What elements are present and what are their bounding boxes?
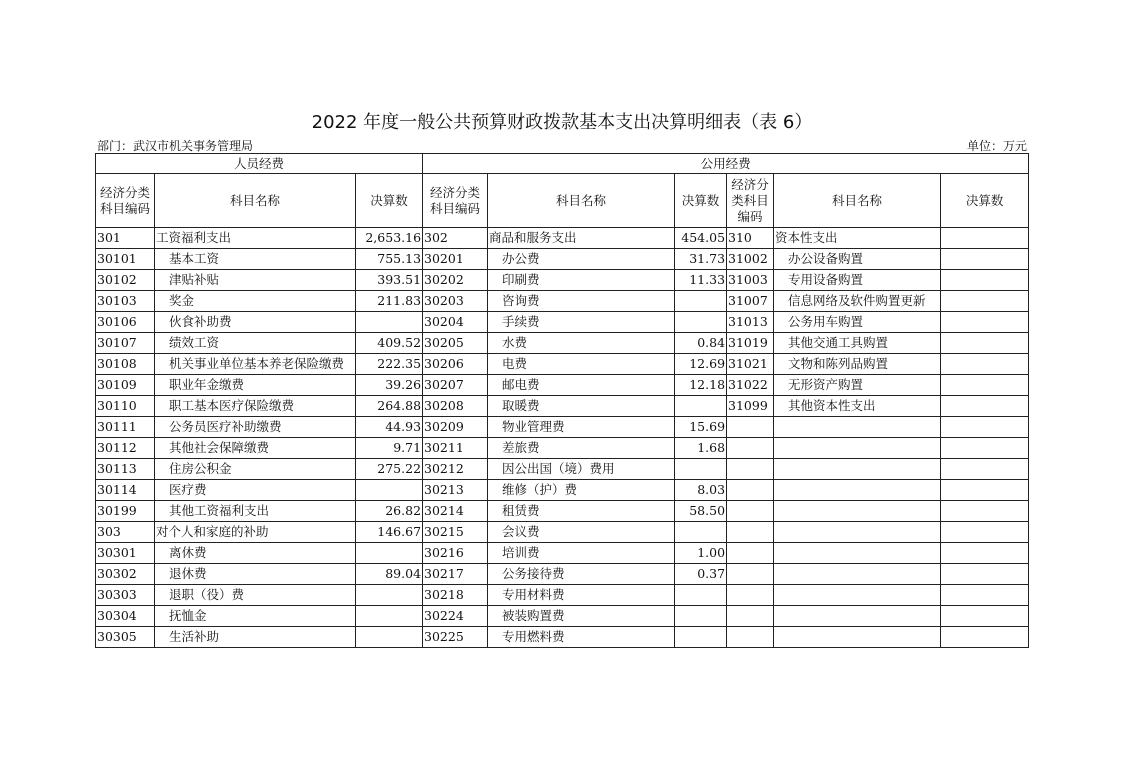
subject-name-cell — [774, 417, 941, 438]
subject-name-cell: 退休费 — [155, 564, 356, 585]
amount-cell: 146.67 — [356, 522, 423, 543]
amount-cell: 12.18 — [675, 375, 727, 396]
table-row — [96, 312, 1029, 333]
amount-cell: 89.04 — [356, 564, 423, 585]
table-row — [96, 354, 1029, 375]
econ-code-cell: 30111 — [96, 417, 155, 438]
econ-code-cell: 30206 — [423, 354, 488, 375]
table-row — [96, 501, 1029, 522]
econ-code-cell — [727, 564, 774, 585]
subject-name-cell: 其他工资福利支出 — [155, 501, 356, 522]
econ-code-cell: 30113 — [96, 459, 155, 480]
subject-name-cell — [774, 543, 941, 564]
subject-name-cell: 工资福利支出 — [155, 228, 356, 249]
amount-cell — [941, 417, 1029, 438]
amount-cell: 12.69 — [675, 354, 727, 375]
table-row — [96, 522, 1029, 543]
econ-code-cell — [727, 522, 774, 543]
subject-name-cell: 职业年金缴费 — [155, 375, 356, 396]
col-header-name: 科目名称 — [155, 174, 356, 228]
subject-name-cell: 对个人和家庭的补助 — [155, 522, 356, 543]
subject-name-cell: 租赁费 — [488, 501, 675, 522]
amount-cell — [356, 585, 423, 606]
econ-code-cell: 30102 — [96, 270, 155, 291]
econ-code-cell: 30202 — [423, 270, 488, 291]
econ-code-cell: 30218 — [423, 585, 488, 606]
econ-code-cell: 310 — [727, 228, 774, 249]
econ-code-cell: 30112 — [96, 438, 155, 459]
table-row — [96, 249, 1029, 270]
subject-name-cell: 其他资本性支出 — [774, 396, 941, 417]
amount-cell: 393.51 — [356, 270, 423, 291]
subject-name-cell: 物业管理费 — [488, 417, 675, 438]
amount-cell — [941, 249, 1029, 270]
amount-cell — [675, 606, 727, 627]
econ-code-cell: 31022 — [727, 375, 774, 396]
econ-code-cell — [727, 501, 774, 522]
table-row — [96, 270, 1029, 291]
amount-cell — [941, 270, 1029, 291]
subject-name-cell: 电费 — [488, 354, 675, 375]
amount-cell: 26.82 — [356, 501, 423, 522]
amount-cell — [941, 333, 1029, 354]
table-row — [96, 417, 1029, 438]
amount-cell: 222.35 — [356, 354, 423, 375]
amount-cell: 409.52 — [356, 333, 423, 354]
table-row — [96, 459, 1029, 480]
econ-code-cell: 31003 — [727, 270, 774, 291]
subject-name-cell: 印刷费 — [488, 270, 675, 291]
subject-name-cell: 离休费 — [155, 543, 356, 564]
public-header: 公用经费 — [423, 154, 1029, 174]
subject-name-cell: 住房公积金 — [155, 459, 356, 480]
subject-name-cell — [774, 522, 941, 543]
amount-cell — [941, 564, 1029, 585]
subject-name-cell: 培训费 — [488, 543, 675, 564]
econ-code-cell: 30209 — [423, 417, 488, 438]
subject-name-cell: 绩效工资 — [155, 333, 356, 354]
econ-code-cell: 30199 — [96, 501, 155, 522]
amount-cell — [941, 606, 1029, 627]
amount-cell: 2,653.16 — [356, 228, 423, 249]
amount-cell — [941, 354, 1029, 375]
amount-cell: 58.50 — [675, 501, 727, 522]
col-header-name: 科目名称 — [488, 174, 675, 228]
subject-name-cell — [774, 438, 941, 459]
subject-name-cell: 无形资产购置 — [774, 375, 941, 396]
col-header-code: 经济分类科目编码 — [423, 174, 488, 228]
amount-cell — [675, 522, 727, 543]
amount-cell: 0.37 — [675, 564, 727, 585]
subject-name-cell — [774, 459, 941, 480]
amount-cell: 755.13 — [356, 249, 423, 270]
subject-name-cell: 其他社会保障缴费 — [155, 438, 356, 459]
subject-name-cell — [774, 606, 941, 627]
amount-cell — [356, 627, 423, 648]
amount-cell — [941, 543, 1029, 564]
amount-cell — [675, 585, 727, 606]
econ-code-cell — [727, 459, 774, 480]
econ-code-cell: 30101 — [96, 249, 155, 270]
page-title: 2022 年度一般公共预算财政拨款基本支出决算明细表（表 6） — [311, 112, 813, 133]
econ-code-cell: 30201 — [423, 249, 488, 270]
amount-cell: 15.69 — [675, 417, 727, 438]
amount-cell: 11.33 — [675, 270, 727, 291]
subject-name-cell: 基本工资 — [155, 249, 356, 270]
econ-code-cell: 301 — [96, 228, 155, 249]
econ-code-cell: 31021 — [727, 354, 774, 375]
col-header-amount: 决算数 — [941, 174, 1029, 228]
econ-code-cell: 30224 — [423, 606, 488, 627]
col-header-amount: 决算数 — [356, 174, 423, 228]
subject-name-cell: 伙食补助费 — [155, 312, 356, 333]
subject-name-cell: 咨询费 — [488, 291, 675, 312]
econ-code-cell: 30216 — [423, 543, 488, 564]
col-header-amount: 决算数 — [675, 174, 727, 228]
econ-code-cell: 30214 — [423, 501, 488, 522]
amount-cell — [941, 228, 1029, 249]
amount-cell — [941, 480, 1029, 501]
amount-cell — [941, 396, 1029, 417]
subject-name-cell — [774, 480, 941, 501]
econ-code-cell: 30203 — [423, 291, 488, 312]
econ-code-cell: 30305 — [96, 627, 155, 648]
econ-code-cell: 31007 — [727, 291, 774, 312]
amount-cell — [941, 459, 1029, 480]
econ-code-cell — [727, 585, 774, 606]
econ-code-cell: 30204 — [423, 312, 488, 333]
econ-code-cell: 30103 — [96, 291, 155, 312]
personnel-header: 人员经费 — [96, 154, 423, 174]
subject-name-cell: 取暖费 — [488, 396, 675, 417]
subject-name-cell: 办公费 — [488, 249, 675, 270]
econ-code-cell — [727, 480, 774, 501]
econ-code-cell: 303 — [96, 522, 155, 543]
amount-cell — [356, 543, 423, 564]
amount-cell — [675, 459, 727, 480]
table-row — [96, 396, 1029, 417]
table-row — [96, 606, 1029, 627]
amount-cell — [941, 585, 1029, 606]
amount-cell — [941, 438, 1029, 459]
amount-cell — [675, 291, 727, 312]
econ-code-cell: 30207 — [423, 375, 488, 396]
amount-cell — [941, 501, 1029, 522]
amount-cell: 9.71 — [356, 438, 423, 459]
subject-name-cell: 津贴补贴 — [155, 270, 356, 291]
econ-code-cell — [727, 606, 774, 627]
subject-name-cell — [774, 564, 941, 585]
econ-code-cell: 30225 — [423, 627, 488, 648]
econ-code-cell: 30108 — [96, 354, 155, 375]
econ-code-cell: 30217 — [423, 564, 488, 585]
subject-name-cell: 信息网络及软件购置更新 — [774, 291, 941, 312]
table-row — [96, 375, 1029, 396]
econ-code-cell: 31099 — [727, 396, 774, 417]
subject-name-cell: 职工基本医疗保险缴费 — [155, 396, 356, 417]
amount-cell: 454.05 — [675, 228, 727, 249]
subject-name-cell: 专用材料费 — [488, 585, 675, 606]
amount-cell: 31.73 — [675, 249, 727, 270]
unit-label: 单位：万元 — [966, 139, 1027, 153]
table-row — [96, 291, 1029, 312]
amount-cell: 211.83 — [356, 291, 423, 312]
subject-name-cell: 其他交通工具购置 — [774, 333, 941, 354]
amount-cell: 8.03 — [675, 480, 727, 501]
subject-name-cell: 专用燃料费 — [488, 627, 675, 648]
amount-cell — [675, 396, 727, 417]
table-row — [96, 585, 1029, 606]
subject-name-cell: 差旅费 — [488, 438, 675, 459]
econ-code-cell: 30304 — [96, 606, 155, 627]
amount-cell: 44.93 — [356, 417, 423, 438]
table-row — [96, 627, 1029, 648]
subject-name-cell: 抚恤金 — [155, 606, 356, 627]
amount-cell — [941, 291, 1029, 312]
amount-cell — [356, 480, 423, 501]
amount-cell: 1.68 — [675, 438, 727, 459]
econ-code-cell: 31002 — [727, 249, 774, 270]
econ-code-cell: 30208 — [423, 396, 488, 417]
subject-name-cell: 机关事业单位基本养老保险缴费 — [155, 354, 356, 375]
amount-cell: 39.26 — [356, 375, 423, 396]
col-header-name: 科目名称 — [774, 174, 941, 228]
subject-name-cell: 公务接待费 — [488, 564, 675, 585]
subject-name-cell: 会议费 — [488, 522, 675, 543]
table-row — [96, 438, 1029, 459]
expenditure-table — [95, 153, 1029, 648]
subject-name-cell — [774, 627, 941, 648]
econ-code-cell: 31013 — [727, 312, 774, 333]
table-row — [96, 333, 1029, 354]
econ-code-cell: 30213 — [423, 480, 488, 501]
econ-code-cell: 30212 — [423, 459, 488, 480]
subject-name-cell: 邮电费 — [488, 375, 675, 396]
subject-name-cell: 维修（护）费 — [488, 480, 675, 501]
econ-code-cell — [727, 543, 774, 564]
table-row — [96, 228, 1029, 249]
econ-code-cell: 31019 — [727, 333, 774, 354]
table-row — [96, 564, 1029, 585]
table-row — [96, 543, 1029, 564]
header-row-groups — [96, 154, 1029, 174]
amount-cell: 275.22 — [356, 459, 423, 480]
amount-cell — [941, 522, 1029, 543]
subject-name-cell — [774, 585, 941, 606]
econ-code-cell: 30106 — [96, 312, 155, 333]
department-label: 部门：武汉市机关事务管理局 — [97, 139, 254, 153]
econ-code-cell: 30215 — [423, 522, 488, 543]
econ-code-cell — [727, 627, 774, 648]
col-header-code: 经济分类科目编码 — [727, 174, 774, 228]
subject-name-cell: 商品和服务支出 — [488, 228, 675, 249]
econ-code-cell: 30107 — [96, 333, 155, 354]
econ-code-cell: 30114 — [96, 480, 155, 501]
amount-cell — [675, 627, 727, 648]
econ-code-cell: 30303 — [96, 585, 155, 606]
econ-code-cell: 30205 — [423, 333, 488, 354]
amount-cell: 1.00 — [675, 543, 727, 564]
econ-code-cell — [727, 438, 774, 459]
col-header-code: 经济分类科目编码 — [96, 174, 155, 228]
amount-cell — [941, 375, 1029, 396]
table-row — [96, 480, 1029, 501]
subject-name-cell: 因公出国（境）费用 — [488, 459, 675, 480]
subject-name-cell — [774, 501, 941, 522]
econ-code-cell — [727, 417, 774, 438]
subject-name-cell: 被装购置费 — [488, 606, 675, 627]
amount-cell — [675, 312, 727, 333]
econ-code-cell: 30302 — [96, 564, 155, 585]
subject-name-cell: 公务员医疗补助缴费 — [155, 417, 356, 438]
amount-cell: 0.84 — [675, 333, 727, 354]
amount-cell: 264.88 — [356, 396, 423, 417]
subject-name-cell: 奖金 — [155, 291, 356, 312]
subject-name-cell: 退职（役）费 — [155, 585, 356, 606]
econ-code-cell: 30109 — [96, 375, 155, 396]
subject-name-cell: 文物和陈列品购置 — [774, 354, 941, 375]
amount-cell — [941, 627, 1029, 648]
econ-code-cell: 30301 — [96, 543, 155, 564]
subject-name-cell: 专用设备购置 — [774, 270, 941, 291]
subject-name-cell: 手续费 — [488, 312, 675, 333]
subject-name-cell: 资本性支出 — [774, 228, 941, 249]
subject-name-cell: 生活补助 — [155, 627, 356, 648]
subject-name-cell: 医疗费 — [155, 480, 356, 501]
econ-code-cell: 30110 — [96, 396, 155, 417]
subject-name-cell: 水费 — [488, 333, 675, 354]
amount-cell — [941, 312, 1029, 333]
subject-name-cell: 办公设备购置 — [774, 249, 941, 270]
amount-cell — [356, 606, 423, 627]
econ-code-cell: 302 — [423, 228, 488, 249]
header-row-columns — [96, 174, 1029, 228]
econ-code-cell: 30211 — [423, 438, 488, 459]
subject-name-cell: 公务用车购置 — [774, 312, 941, 333]
amount-cell — [356, 312, 423, 333]
